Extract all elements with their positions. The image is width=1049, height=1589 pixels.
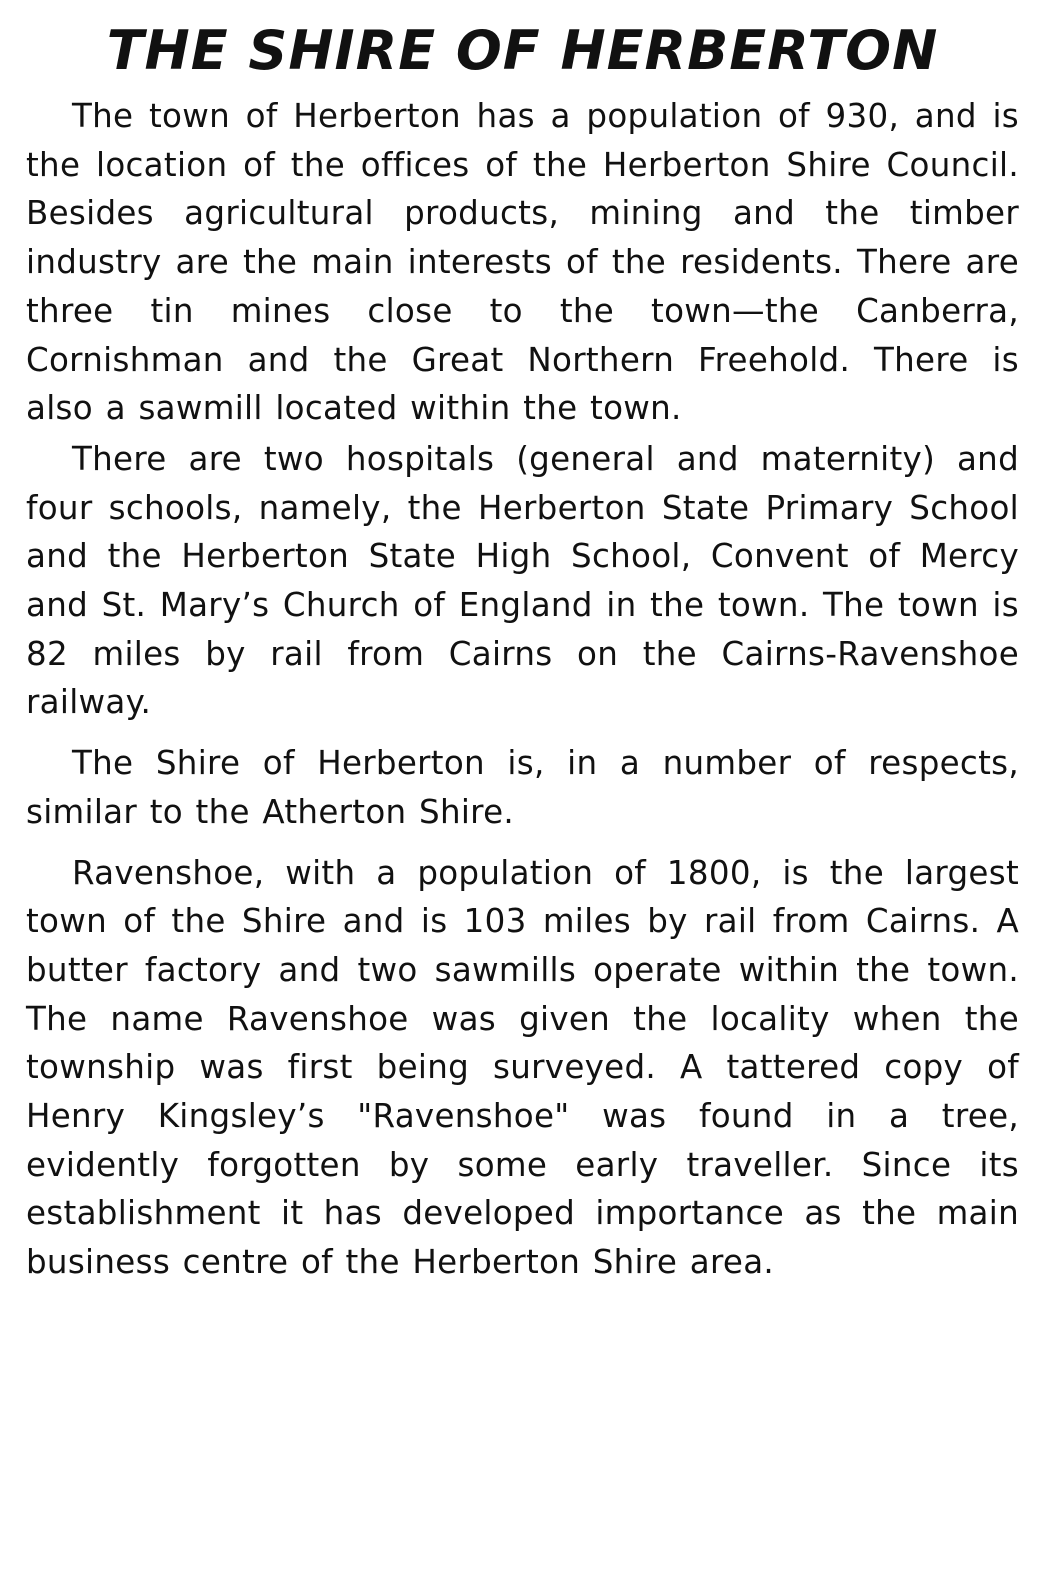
article-title: THE SHIRE OF HERBERTON (106, 19, 939, 82)
article (26, 14, 1019, 1287)
paragraph-hospitals-schools: There are two hospitals (general and maternity) and four schools, namely, the Herberton State Primary School and the Herberton State High School, Convent of Mercy and St. Mary’s Church of England in the town. The town is 82 miles by rail from Cairns on the Cairns-Ravenshoe railway. (26, 439, 1019, 722)
paragraph-herberton-town: The town of Herberton has a population of 930, and is the location of the offices of the Herberton Shire Council. Besides agricultural products, mining and the timber industry are the main interests of the residents. There are three tin mines close to the town—the Canberra, Cornishman and the Great Northern Freehold. There is also a sawmill located within the town. (26, 97, 1019, 428)
paragraph-shire-comparison: The Shire of Herberton is, in a number of respects, similar to the Atherton Shire. (26, 744, 1019, 831)
paragraph-ravenshoe: Ravenshoe, with a population of 1800, is the largest town of the Shire and is 103 miles by rail from Cairns. A butter factory and two sawmills operate within the town. The name Ravenshoe was given the locality when the township was first being surveyed. A tattered copy of Henry Kingsley’s "Ravenshoe" was found in a tree, evidently forgotten by some early traveller. Since its establishment it has developed importance as the main business centre of the Herberton Shire area. (26, 853, 1019, 1282)
